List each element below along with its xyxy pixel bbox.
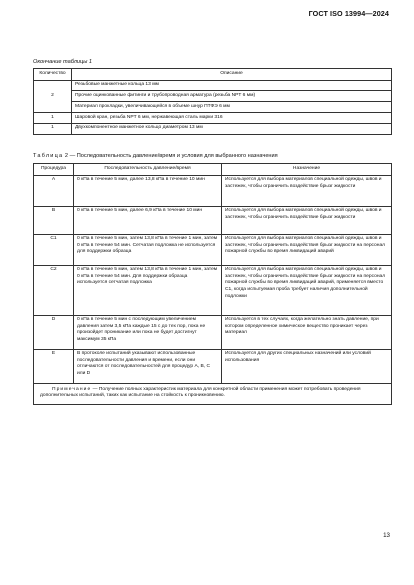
table1-desc-cell: Резьбовые манжетные кольца 13 мм <box>72 80 392 91</box>
table2-header-proc: Процедура <box>34 164 74 176</box>
table1-desc-cell: Материал прокладки, увеличивающейся в объеме шнур ПТФЭ 6 мм <box>72 102 392 113</box>
table2-note-row <box>34 383 392 404</box>
purpose-cell: Используется для выбора материалов специальной одежды, швов и застежек, чтобы ограничить воздействия брызг жидкости на персонал пожарной службы во время ликвидаций аварий <box>222 234 392 265</box>
table2-caption <box>33 153 278 159</box>
sequence-cell: 0 кПа в течение 5 мин, далее 6,9 кПа в течение 10 мин <box>74 206 222 234</box>
table-row <box>34 123 392 134</box>
procedure-cell: C1 <box>34 234 74 265</box>
table-row <box>34 265 392 315</box>
table2-header-purpose: Назначение <box>222 164 392 176</box>
procedure-cell: E <box>34 349 74 383</box>
table1-header-row <box>34 69 392 81</box>
table-row <box>34 102 392 113</box>
table-row <box>34 315 392 349</box>
table-row <box>34 112 392 123</box>
table2-caption-label: Таблица <box>33 153 64 159</box>
table-row <box>34 175 392 206</box>
document-code: ГОСТ ISO 13994—2024 <box>308 9 389 18</box>
purpose-cell: Используется для других специальных назначений или условий использования <box>222 349 392 383</box>
note-text: — Получение полных характеристик материала для конкретной области применения может потребовать проведения дополнительных испытаний, таких как испытание на стойкость к проникновению. <box>40 386 361 399</box>
table2 <box>33 163 392 405</box>
table-row <box>34 80 392 91</box>
table1-desc-cell: Шаровой кран, резьба NPT 6 мм, нержавеющая сталь марки 316 <box>72 112 392 123</box>
table1-header-qty: Количество <box>34 69 72 81</box>
procedure-cell: D <box>34 315 74 349</box>
table1 <box>33 68 392 135</box>
table2-note <box>34 383 392 404</box>
purpose-cell: Используется для выбора материалов специальной одежды, швов и застежек, чтобы ограничить воздействие брызг жидкости <box>222 206 392 234</box>
table1-qty-cell: 1 <box>34 123 72 134</box>
table-row <box>34 91 392 102</box>
table-row <box>34 349 392 383</box>
purpose-cell: Используется в тех случаях, когда желательно знать давление, при котором определенное химическое вещество проникает через материал <box>222 315 392 349</box>
table1-qty-cell: 2 <box>34 80 72 112</box>
purpose-cell: Используется для выбора материалов специальной одежды, швов и застежек, чтобы ограничить воздействие брызг жидкости на персонал пожарной службы во время ликвидаций аварий, применяется вместо С1, когда испытуемая проба требует наличия дополнительной подложки <box>222 265 392 315</box>
purpose-cell: Используется для выбора материалов специальной одежды, швов и застежек, чтобы ограничить воздействие брызг жидкости <box>222 175 392 206</box>
procedure-cell: B <box>34 206 74 234</box>
sequence-cell: В протоколе испытаний указывают использованные последовательности давления и времени, если они отличаются от последовательностей для процедур А, В, С или D <box>74 349 222 383</box>
procedure-cell: C2 <box>34 265 74 315</box>
table1-caption: Окончание таблицы 1 <box>33 59 93 65</box>
procedure-cell: A <box>34 175 74 206</box>
table1-qty-cell: 1 <box>34 112 72 123</box>
sequence-cell: 0 кПа в течение 5 мин, далее 13,8 кПа в течение 10 мин <box>74 175 222 206</box>
sequence-cell: 0 кПа в течение 5 мин, затем 13,8 кПа в течение 1 мин, затем 0 кПа в течение 54 мин. Сетчатая подложка не используется для поддержки образца <box>74 234 222 265</box>
page-number: 13 <box>383 532 390 539</box>
table2-header-seq: Последовательность давление/время <box>74 164 222 176</box>
sequence-cell: 0 кПа в течение 5 мин, затем 13,8 кПа в течение 1 мин, затем 0 кПа в течение 54 мин. Для поддержки образца используется сетчатая подложка <box>74 265 222 315</box>
note-label: Примечание <box>52 386 92 392</box>
table2-header-row <box>34 164 392 176</box>
table-row <box>34 206 392 234</box>
sequence-cell: 0 кПа в течение 5 мин с последующим увеличением давления затем 3,5 кПа каждые 15 с до тех пор, пока не произойдет проникание или пока не будет достигнут максимум 35 кПа <box>74 315 222 349</box>
table2-caption-text: 2 — Последовательность давление/время и условия для выбранного назначения <box>64 153 278 159</box>
table1-header-desc: Описание <box>72 69 392 81</box>
table-row <box>34 234 392 265</box>
table1-desc-cell: Прочие оцинкованные фитинги и трубопроводная арматура (резьба NPT 6 мм) <box>72 91 392 102</box>
table1-desc-cell: Двухкомпонентное манжетное кольцо диаметром 13 мм <box>72 123 392 134</box>
